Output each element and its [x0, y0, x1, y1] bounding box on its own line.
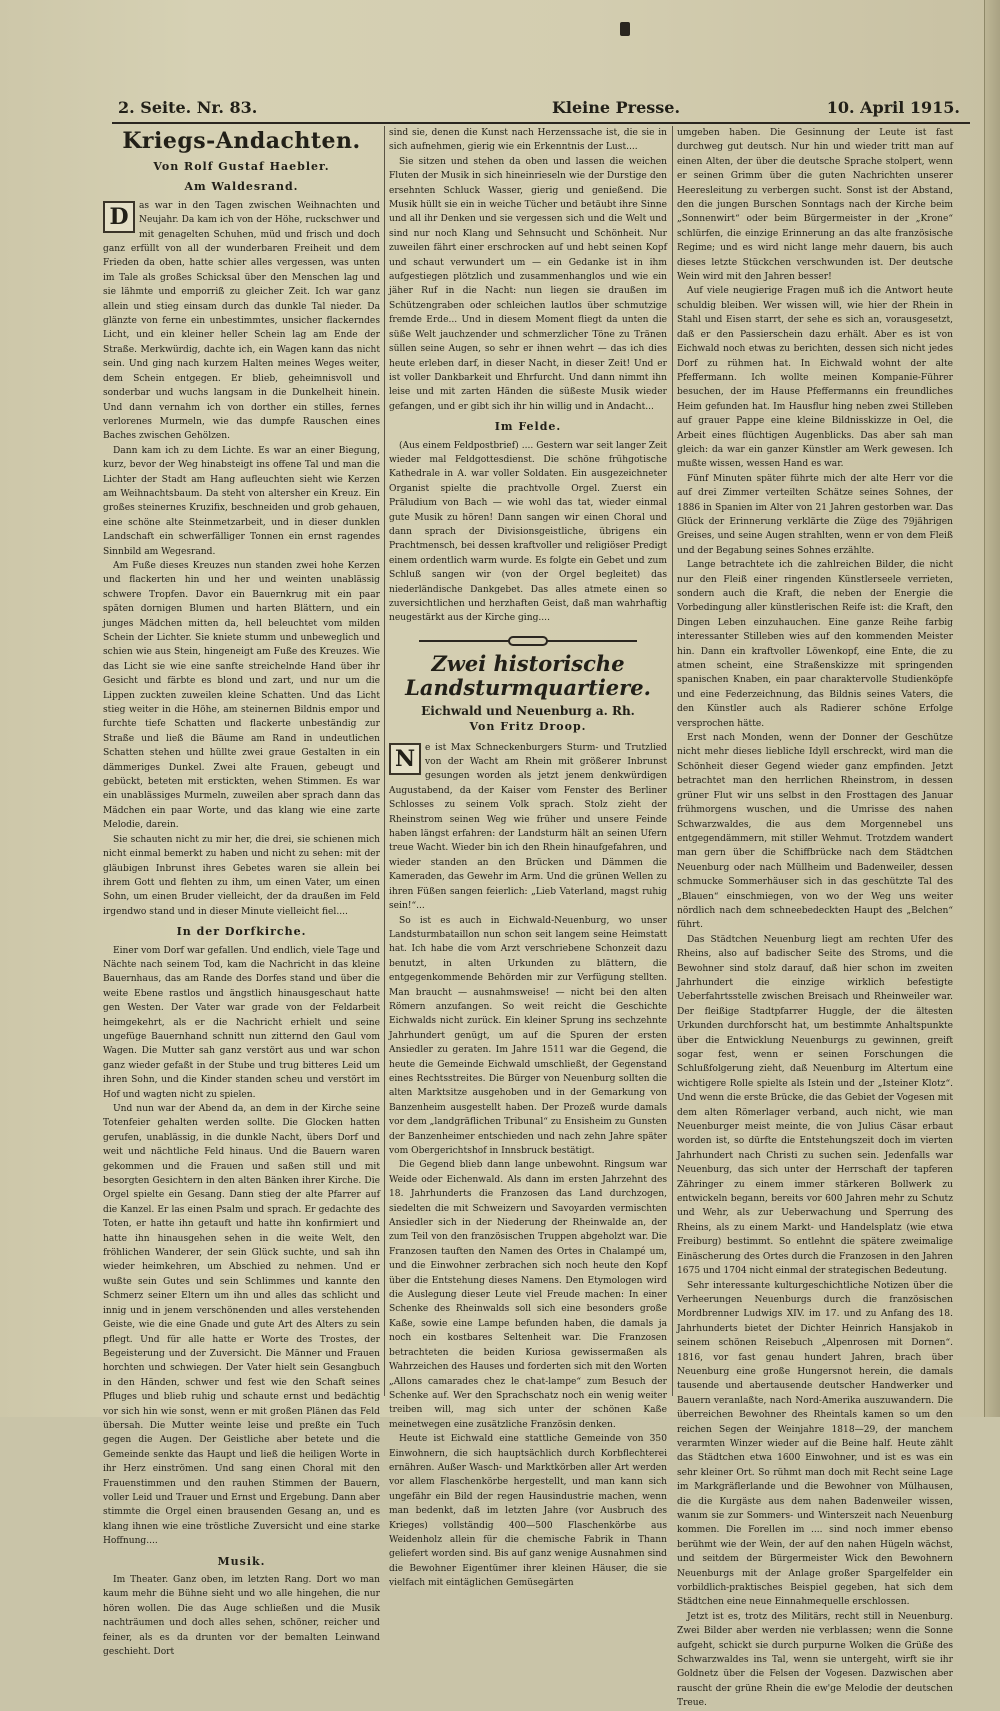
section-heading: Musik.: [217, 1554, 266, 1568]
column-1: [103, 126, 380, 1658]
article-byline: Von Fritz Droop.: [469, 720, 587, 734]
section-heading: Am Waldesrand.: [184, 180, 299, 194]
paragraph: Sie sitzen und stehen da oben und lassen die weichen Fluten der Musik in sich hineinrieseln wie der Durstige den ersehnten Schluck Wasser, gierig und genießend. Die Musik hüllt sie ein in weiche Tücher und betäubt ihre Sinne und all ihr Denken und sie vergessen sich und die Welt und sind nur noch Klang und Sehnsucht und Schönheit. Nur zuweilen fährt einer erschrocken auf und hebt seinen Kopf und schaut verwundert um — ein Gedanke ist in ihm aufgestiegen plötzlich und zusammenhanglos und wie ein jäher Ruf in die Nacht: nun liegen sie draußen im Schützengraben oder schleichen lautlos über schmutzige fremde Erde... Und in diesem Moment fliegt da unten die süße Welt jauchzender und schmerzlicher Töne zu Tränen süllen seine Augen, so sehr er ihnen wehrt — das ich dies heute erleben darf, in dieser Nacht, in dieser Zeit! Und er ist voller Dankbarkeit und Ehrfurcht. Und dann nimmt ihn leise und mit zarten Händen die süßeste Musik wieder gefangen, und er gibt sich ihr hin willig und in Andacht...: [389, 156, 667, 412]
paragraph: Sie schauten nicht zu mir her, die drei, sie schienen mich nicht einmal bemerkt zu haben und nicht zu sehen: mit der gläubigen Inbrunst ihres Gebetes waren sie allein bei ihrem Gott und flehten zu ihm, um einen Vater, um einen Sohn, um einen Bruder vielleicht, der da draußen im Feld irgendwo stand und in dieser Minute vielleicht fiel....: [103, 834, 380, 917]
paragraph: Sehr interessante kulturgeschichtliche Notizen über die Verheerungen Neuenburgs durch die französischen Mordbrenner Ludwigs XIV. im 17. und zu Anfang des 18. Jahrhunderts bietet der Dichter Heinrich Hansjakob in seinem schönen Reisebuch „Alpenrosen mit Dornen“. 1816, vor fast genau hundert Jahren, brach über Neuenburg eine große Hungersnot herein, die damals tausende und abertausende deutscher Handwerker und Bauern veranlaßte, nach Nord-Amerika auszuwandern. Die überreichen Bewohner des Rheintals kamen so um den reichen Segen der Weinjahre 1818—29, der manchem verarmten Winzer wieder auf die Beine half. Heute zählt das Städtchen etwa 1600 Einwohner, und ist es was ein sehr kleiner Ort. So rühmt man doch mit Recht seine Lage im Markgräflerlande und die Bewohner von Mülhausen, die die Kurgäste aus dem nahen Badenweiler wissen, wanım sie zur Sommers- und Winterszeit nach Neuenburg kommen. Die Forellen im .... sind noch immer ebenso berühmt wie der Wein, der auf den nahen Hügeln wächst, und seitdem der Bürgermeister Wick den Bewohnern Neuenburgs mit der Anlage großer Spargelfelder ein vorbildlich-praktisches Beispiel gegeben, hat sich dem Städtchen eine neue Einnahmequelle erschlossen.: [677, 1280, 953, 1608]
paragraph: Einer vom Dorf war gefallen. Und endlich, viele Tage und Nächte nach seinem Tod, kam die Nachricht in das kleine Bauernhaus, das am Rande des Dorfes stand und über die weite Ebene rastlos und ängstlich hinausgeschaut hatte gen Westen. Der Vater war grade von der Feldarbeit heimgekehrt, als er die Nachricht erhielt und seine ungefüge Bauernhand schnitt nun zitternd den Gaul vom Wagen. Die Mutter sah ganz verstört aus und war schon ganz wieder gefaßt in der Stube und trug bitteres Leid um ihren Sohn, und die Kinder standen scheu und verstört im Hof und wagten nicht zu spielen.: [103, 945, 380, 1100]
ink-mark: [620, 22, 630, 36]
paragraph: Die Gegend blieb dann lange unbewohnt. Ringsum war Weide oder Eichenwald. Als dann im ersten Jahrzehnt des 18. Jahrhunderts die Franzosen das Land durchzogen, siedelten die mit Schweizern und Savoyarden vermischten Ansiedler sich in der Niederung der Rheinwalde an, der zum Teil von den französischen Truppen abgeholzt war. Die Franzosen tauften den Namen des Ortes in Chalampé um, und die Einwohner zerbrachen sich noch heute den Kopf über die Entstehung dieses Namens. Den Etymologen wird die Auslegung dieser Leute viel Freude machen: In einer Schenke des Rheinwalds soll sich eine besonders große Kaße, sowie eine Lampe befunden haben, die damals ja noch ein kostbares Seltenheit war. Die Franzosen betrachteten die beiden Kuriosa gewissermaßen als Wahrzeichen des Hauses und forderten sich mit den Worten „Allons camarades chez le chat-lampe“ zum Besuch der Schenke auf. Wer den Sprachschatz noch ein wenig weiter treiben will, mag sich unter der schönen Kaße meinetwegen eine zusätzliche Französin denken.: [389, 1160, 667, 1430]
article-title: Zwei historische Landsturmquartiere.: [405, 650, 651, 700]
paragraph: Auf viele neugierige Fragen muß ich die Antwort heute schuldig bleiben. Wer wissen will, wie hier der Rhein in Stahl und Eisen starrt, der sehe es sich an, vorausgesetzt, daß er den Passierschein dazu erhält. Aber es ist von Eichwald noch etwas zu berichten, dessen sich nicht jedes Dorf zu rühmen hat. In Eichwald wohnt der alte Pfeffermann. Ich wollte meinen Kompanie-Führer besuchen, der im Hause Pfeffermanns ein freundliches Heim gefunden hat. Im Hausflur hing neben zwei Stilleben auf grauer Pappe eine kleine Bildnisskizze in Oel, die Arbeit eines flüchtigen Augenblicks. Das aber sah man gleich: da war ein ganzer Künstler am Werk gewesen. Ich mußte wissen, wessen Hand es war.: [677, 286, 953, 470]
paragraph: sind sie, denen die Kunst nach Herzenssache ist, die sie in sich aufnehmen, gierig wie ein Erkenntnis der Lust....: [389, 128, 667, 153]
paragraph: Das Städtchen Neuenburg liegt am rechten Ufer des Rheins, also auf badischer Seite des Stroms, und die Bewohner sind stolz darauf, daß hier schon im zweiten Jahrhundert die einzige wirklich befestigte Ueberfahrtsstelle zwischen Breisach und Rheinweiler war. Der fleißige Stadtpfarrer Huggle, der die ältesten Urkunden durchforscht hat, um bestimmte Anhaltspunkte über die Entwicklung Neuenburgs zu gewinnen, greift sogar fest, wenn er seinen Forschungen die Schlußfolgerung zieht, daß Neuenburg im Altertum eine wichtigere Rolle spielte als Istein und der „Isteiner Klotz“. Und wenn die erste Brücke, die das Gebiet der Vogesen mit dem alten Römerlager verband, auch nicht, wie man Neuenburger meist meinte, die von Julius Cäsar erbaut worden ist, so dürfte die Entstehungszeit doch im vierten Jahrhundert nach Christi zu suchen sein. Jedenfalls war Neuenburg, das sich unter der Herrschaft der tapferen Zähringer zu einem immer stärkeren Bollwerk zu entwickeln begann, bereits vor 600 Jahren mehr zu Schutz und Wehr, als zur Ueberwachung und Sperrung des Rheins, als zu einem Markt- und Handelsplatz (wie etwa Freiburg) bestimmt. So entlehnt die spätere zweimalige Einäscherung des Ortes durch die Franzosen in den Jahren 1675 und 1704 nicht einmal der strategischen Bedeutung.: [677, 934, 953, 1277]
section-heading: Im Felde.: [494, 420, 562, 434]
article-subtitle: Eichwald und Neuenburg a. Rh.: [421, 703, 635, 718]
column-2: [389, 126, 667, 1589]
page-header: [112, 96, 970, 124]
paragraph: D as war in den Tagen zwischen Weihnachten und Neujahr. Da kam ich von der Höhe, ruckschwer und mit genagelten Schuhen, müd und frisch und doch ganz erfüllt von all der wunderbaren Freiheit und dem Frieden da oben, hatte schier alles vergessen, was unten im Tale als großes Schicksal über den Menschen lag und sie lähmte und emporriß zu gleicher Zeit. Ich war ganz allein und stieg einsam durch das dunkle Tal nieder. Da glänzte von ferne ein unbestimmtes, unsicher flackerndes Licht, und ein kleiner heller Schein lag am Ende der Straße. Merkwürdig, dachte ich, ein Wagen kann das nicht sein. Und ging nach kurzem Halten meines Weges weiter, dem Schein entgegen. Er blieb, geheimnisvoll und sonderbar und wuchs langsam in die Dunkelheit hinein. Und dann vernahm ich von dorther ein stilles, fernes verlorenes Murmeln, wie das dumpfe Rauschen eines Baches zwischen Gehölzen.: [103, 200, 380, 442]
section-heading: In der Dorfkirche.: [176, 925, 307, 939]
paragraph: (Aus einem Feldpostbrief) .... Gestern war seit langer Zeit wieder mal Feldgottesdienst. Die schöne frühgotische Kathedrale in A. war voller Soldaten. Ein ausgezeichneter Organist spielte die prachtvolle Orgel. Zuerst ein Präludium von Bach — wie wohl das tat, wieder einmal gute Musik zu hören! Dann sangen wir einen Choral und dann sprach der Divisionsgeistliche, übrigens ein Prachtmensch, bei dessen kraftvoller und religiöser Predigt einem ordentlich warm wurde. Es folgte ein Gebet und zum Schluß sangen wir (von der Orgel begleitet) das niederländische Dankgebet. Das alles atmete einen so zuversichtlichen und herzhaften Geist, daß man wahrhaftig neugestärkt aus der Kirche ging....: [389, 440, 667, 624]
page-number: 2. Seite. Nr. 83.: [118, 98, 258, 117]
paragraph: umgeben haben. Die Gesinnung der Leute ist fast durchweg gut deutsch. Nur hin und wieder tritt man auf einen Alten, der über die deutsche Sprache stolpert, wenn er seinen Grimm über die guten Nachrichten unserer Heeresleitung zu verbergen sucht. Sonst ist der Abstand, den die jungen Burschen Sonntags nach der Kirche beim „Sonnenwirt“ oder beim Bürgermeister in der „Krone“ schlürfen, die einzige Erinnerung an das alte französische Regime; und es wird nicht lange mehr dauern, bis auch dieses letzte Stückchen verschwunden ist. Der deutsche Wein wird mit den Jahren besser!: [677, 128, 953, 283]
paragraph: N e ist Max Schneckenburgers Sturm- und Trutzlied von der Wacht am Rhein mit größerer Inbrunst gesungen worden als jetzt jenem denkwürdigen Augustabend, da der Kaiser vom Fenster des Berliner Schlosses zu seinem Volk sprach. Stolz zieht der Rheinstrom seinen Weg wie früher und unsere Feinde haben längst erfahren: der Landsturm hält an seinen Ufern treue Wacht. Wieder bin ich den Rhein hinaufgefahren, und wieder standen an den Brücken und Dämmen die Kameraden, das Gewehr im Arm. Und die grünen Wellen zu ihren Füßen sangen feierlich: „Lieb Vaterland, magst ruhig sein!“...: [389, 742, 667, 912]
page-edge: [984, 0, 1000, 1417]
paragraph: Dann kam ich zu dem Lichte. Es war an einer Biegung, kurz, bevor der Weg hinabsteigt ins offene Tal und man die Lichter der Stadt am Hang aufleuchten sieht wie Kerzen am Weihnachtsbaum. Da steht von altersher ein Kreuz. Ein großes steinernes Kruzifix, beschneiden und grob gehauen, eine schöne alte Steinmetzarbeit, und in dieser dunklen Landschaft ein schwerfälliger Tonnen ein ernst ragendes Sinnbild am Wegesrand.: [103, 445, 380, 557]
paragraph: Jetzt ist es, trotz des Militärs, recht still in Neuenburg. Zwei Bilder aber werden nie verblassen; wenn die Sonne aufgeht, schickt sie durch purpurne Wolken die Grüße des Schwarzwaldes ins Tal, wenn sie untergeht, wirft sie ihr Goldnetz über die Felsen der Vogesen. Dazwischen aber rauscht der grüne Rhein die ew'ge Melodie der deutschen Treue.: [677, 1611, 953, 1709]
article-byline: Von Rolf Gustaf Haebler.: [153, 160, 330, 173]
column-divider: [384, 126, 385, 1396]
drop-cap: D: [103, 201, 135, 233]
paragraph: Im Theater. Ganz oben, im letzten Rang. Dort wo man kaum mehr die Bühne sieht und wo alle hingehen, die nur hören wollen. Die das Auge schließen und die Musik nachträumen und doch alles sehen, schöner, reicher und feiner, als es da drunten vor der bemalten Leinwand geschieht. Dort: [103, 1575, 380, 1658]
column-divider: [672, 126, 673, 1396]
column-3: [677, 126, 953, 1709]
paragraph: Am Fuße dieses Kreuzes nun standen zwei hohe Kerzen und flackerten hin und her und weinten unablässig schwere Tropfen. Davor ein Bauernkrug mit ein paar späten dornigen Blumen und harten Blättern, und ein junges Mädchen mitten da, hell beleuchtet vom milden Schein der Lichter. Sie kniete stumm und unbeweglich und schien wie aus Stein, hingeneigt am Fuße des Kreuzes. Wie das Licht sie wie eine sanfte streichelnde Hand über ihr Gesicht und färbte es blond und zart, und nur um die Lippen zuckten zuweilen kleine Schatten. Und das Licht stieg weiter in die Höhe, am steinernen Bildnis empor und furchte tiefe Schatten und flackerte unbeständig zur Straße und ließ die Bäume am Rand in undeutlichen Schatten stehen und hüllte zwei graue Gestalten in ein dämmeriges Dunkel. Zwei alte Frauen, gebeugt und gebückt, beteten mit erstickten, wehen Stimmen. Es war ein unablässiges Murmeln, zuweilen aber sprach dann das Mädchen ein paar Worte, und das klang wie eine zarte Melodie, darein.: [103, 560, 380, 831]
newspaper-title: Kleine Presse.: [552, 98, 681, 117]
ornamental-separator: [419, 636, 637, 646]
paragraph: Heute ist Eichwald eine stattliche Gemeinde von 350 Einwohnern, die sich hauptsächlich durch Korbflechterei ernähren. Außer Wasch- und Marktkörben aller Art werden vor allem Flaschenkörbe hergestellt, und man kann sich ungefähr ein Bild der regen Hausindustrie machen, wenn man bedenkt, daß im letzten Jahre (vor Ausbruch des Krieges) vollständig 400—500 Flaschenkörbe aus Weidenholz allein für die chemische Fabrik in Thann geliefert worden sind. Bis auf ganz wenige Ausnahmen sind die Bewohner Eigentümer ihrer kleinen Häuser, die sie vielfach mit eintäglichen Gemüsegärten: [389, 1434, 667, 1589]
issue-date: 10. April 1915.: [826, 98, 960, 117]
paragraph: Und nun war der Abend da, an dem in der Kirche seine Totenfeier gehalten werden sollte. Die Glocken hatten gerufen, unablässig, in die dunkle Nacht, übers Dorf und weit und nächtliche Feld hinaus. Und die Bauern waren gekommen und die Frauen und saßen still und mit besorgten Gesichtern in den alten Bänken ihrer Kirche. Die Orgel spielte ein Gesang. Dann stieg der alte Pfarrer auf die Kanzel. Er las einen Psalm und sprach. Er gedachte des Toten, er hatte ihn getauft und hatte ihn konfirmiert und hatte ihn hinausgehen sehen in die weite Welt, den fröhlichen Wanderer, der sein Glück suchte, und sah ihn wieder heimkehren, um Abschied zu nehmen. Und er wußte sein Gutes und sein Schlimmes und kannte den Schmerz seiner Eltern um ihn und alles das schlicht und innig und in jenem verschönenden und alles verstehenden Geiste, wie die eine Gnade und gute Art des Alters zu sein pflegt. Und für alle hatte er Worte des Trostes, der Begeisterung und der Zuversicht. Die Männer und Frauen horchten und schwiegen. Der Vater hielt sein Gesangbuch in den Händen, schwer und fest wie den Schaft seines Pfluges und blieb ruhig und schaute ernst und bedächtig vor sich hin wie sonst, wenn er mit großen Plänen das Feld übersah. Die Mutter weinte leise und preßte ein Tuch gegen die Augen. Der Geistliche aber betete und die Gemeinde senkte das Haupt und ließ die heiligen Worte in ihr Herz einströmen. Und sang einen Choral mit den Frauenstimmen und den rauhen Stimmen der Bauern, voller Leid und Trauer und Ernst und Ergebung. Dann aber stimmte die Orgel einen brausenden Gesang an, und es klang ihnen wie eine tröstliche Zuversicht und eine starke Hoffnung....: [103, 1104, 380, 1547]
drop-cap: N: [389, 743, 421, 775]
paragraph: So ist es auch in Eichwald-Neuenburg, wo unser Landsturmbataillon nun schon seit langem seine Heimstatt hat. Ich habe die vom Arzt verschriebene Schonzeit dazu benutzt, in alten Urkunden zu blättern, die entgegenkommende Behörden mir zur Verfügung stellten. Man braucht — ausnahmsweise! — nicht bei den alten Römern anzufangen. So weit reicht die Geschichte Eichwalds nicht zurück. Ein kleiner Sprung ins sechzehnte Jahrhundert genügt, um auf die Spuren der ersten Ansiedler zu geraten. Im Jahre 1511 war die Gegend, die heute die Gemeinde Eichwald umschließt, der Gegenstand eines Rechtsstreites. Die Bürger von Neuenburg sollten die alten Marktsitze ausgehoben und in der Gemarkung von Banzenheim ausgestellt haben. Der Prozeß wurde damals vor dem „landgräflichen Tribunal“ zu Ensisheim zu Gunsten der Banzenheimer entschieden und nach zehn Jahre später vom Obergerichtshof in Innsbruck bestätigt.: [389, 915, 667, 1156]
article-title: Kriegs-Andachten.: [122, 128, 361, 154]
paragraph: Fünf Minuten später führte mich der alte Herr vor die auf drei Zimmer verteilten Schätze seines Sohnes, der 1886 in Spanien im Alter von 21 Jahren gestorben war. Das Glück der Erinnerung verklärte die Züge des 79jährigen Greises, und seine Augen strahlten, wenn er von dem Fleiß und der Begabung seines Sohnes erzählte.: [677, 473, 953, 556]
paragraph: Lange betrachtete ich die zahlreichen Bilder, die nicht nur den Fleiß einer ringenden Künstlerseele verrieten, sondern auch die Kraft, die neben der Energie die Vorbedingung aller künstlerischen Reife ist: die Kraft, den Dingen Leben einzuhauchen. Eine ganze Reihe farbig interessanter Stilleben wies auf den kommenden Meister hin. Dann ein kraftvoller Löwenkopf, eine Ente, die zu atmen scheint, eine Straßenskizze mit springenden spanischen Knaben, ein paar charaktervolle Studienköpfe und eine Federzeichnung, das Bildnis seines Vaters, die den Künstler auch als Radierer schöne Erfolge versprochen hätte.: [677, 560, 953, 729]
paragraph: Erst nach Monden, wenn der Donner der Geschütze nicht mehr dieses liebliche Idyll erschreckt, wird man die Schönheit dieser Gegend wieder ganz empfinden. Jetzt betrachtet man den herrlichen Rheinstrom, in dessen grüner Flut wir uns selbst in den Frosttagen des Januar frühmorgens wuschen, und die Umrisse des nahen Schwarzwaldes, die aus dem Morgennebel uns entgegendämmern, mit stiller Wehmut. Trotzdem wandert man gern über die Schiffbrücke nach dem Städtchen Neuenburg oder nach Müllheim und Badenweiler, dessen schmucke Sommerhäuser sich in das geschützte Tal des „Blauen“ einschmiegen, von wo der Weg uns weiter nördlich nach dem schneebedeckten Haupt des „Belchen“ führt.: [677, 733, 953, 931]
